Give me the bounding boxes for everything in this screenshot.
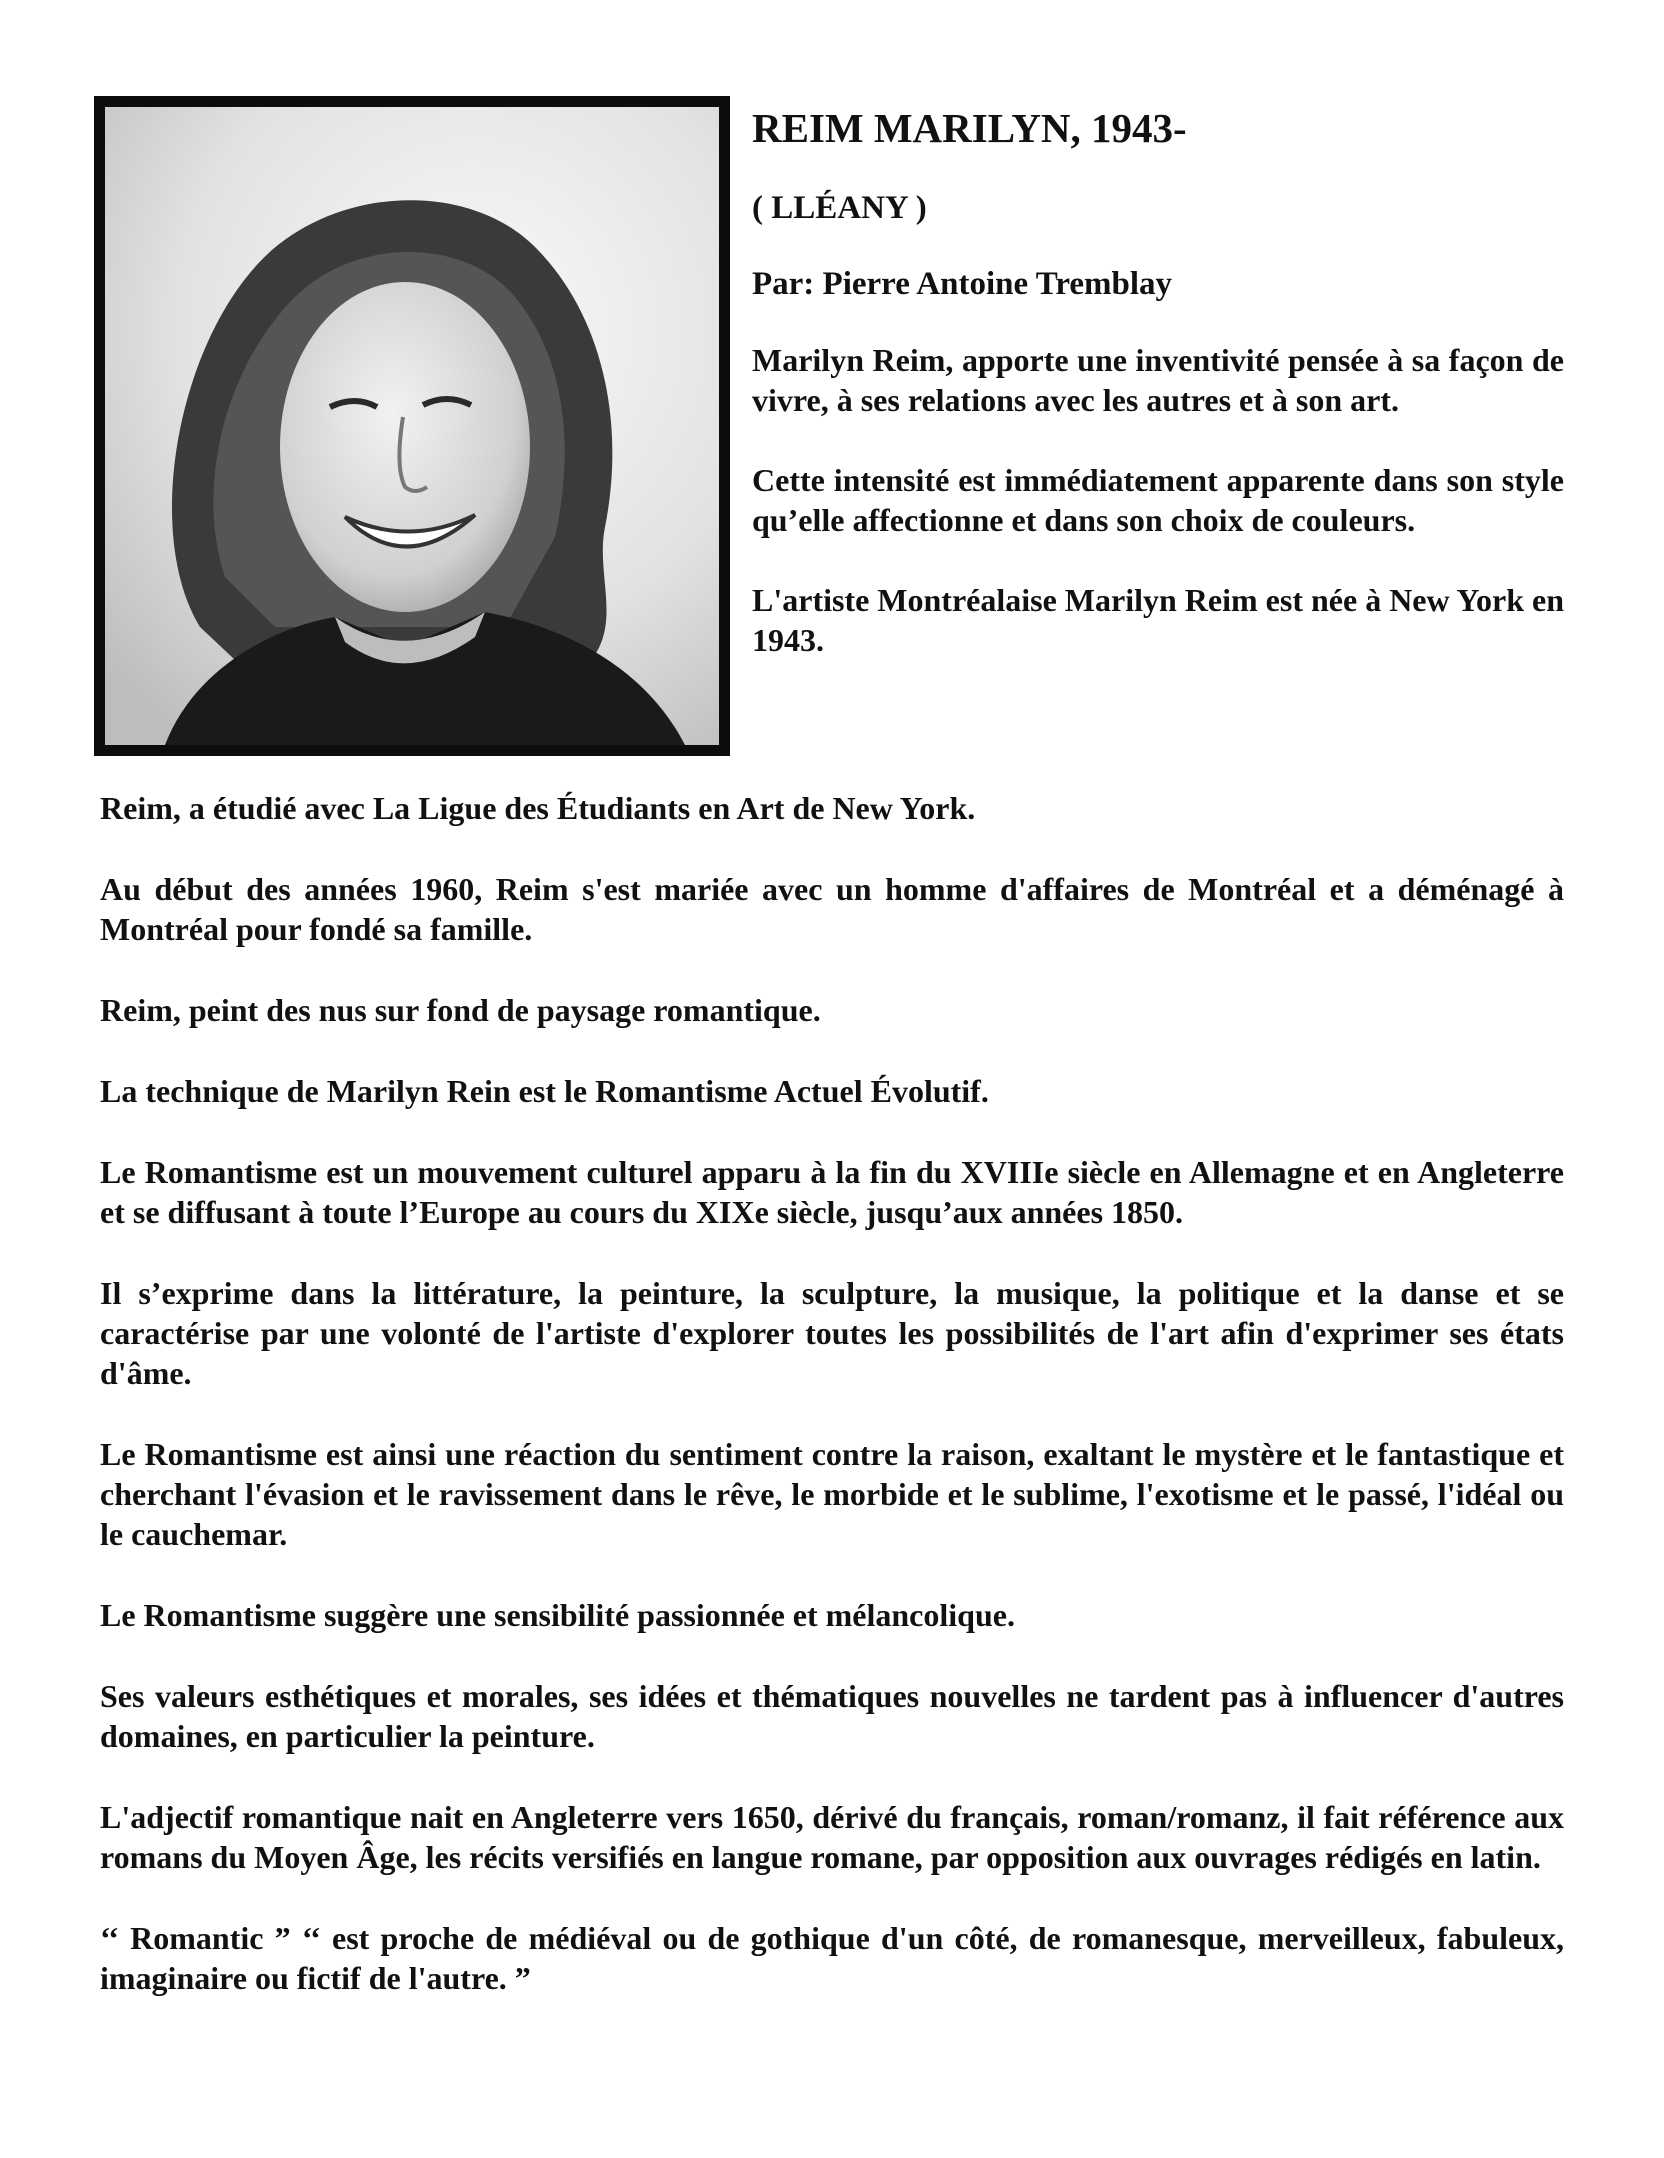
body-text: [100, 788, 1564, 2039]
side-paragraph: Cette intensité est immédiatement apparente dans son style qu’elle affectionne et dans son choix de couleurs.: [752, 462, 1564, 538]
body-paragraph: Le Romantisme est un mouvement culturel apparu à la fin du XVIIIe siècle en Allemagne et en Angleterre et se diffusant à toute l’Europe au cours du XIXe siècle, jusqu’aux années 1850.: [100, 1154, 1564, 1230]
author-byline: Par: Pierre Antoine Tremblay: [752, 266, 1173, 302]
body-paragraph: ‘‘ Romantic ” ‘‘ est proche de médiéval ou de gothique d'un côté, de romanesque, merveilleux, fabuleux, imaginaire ou fictif de l'autre. ”: [100, 1920, 1564, 1996]
side-paragraph: L'artiste Montréalaise Marilyn Reim est née à New York en 1943.: [752, 582, 1564, 658]
header-column: [752, 104, 1564, 700]
body-paragraph: La technique de Marilyn Rein est le Romantisme Actuel Évolutif.: [100, 1073, 989, 1109]
artist-alias: ( LLÉANY ): [752, 190, 927, 226]
body-paragraph: Reim, a étudié avec La Ligue des Étudiants en Art de New York.: [100, 790, 976, 826]
body-paragraph: Ses valeurs esthétiques et morales, ses idées et thématiques nouvelles ne tardent pas à influencer d'autres domaines, en particulier la peinture.: [100, 1678, 1564, 1754]
body-paragraph: Au début des années 1960, Reim s'est mariée avec un homme d'affaires de Montréal et a déménagé à Montréal pour fondé sa famille.: [100, 871, 1564, 947]
body-paragraph: Le Romantisme est ainsi une réaction du sentiment contre la raison, exaltant le mystère et le fantastique et cherchant l'évasion et le ravissement dans le rêve, le morbide et le sublime, l'exotisme et le passé, l'idéal ou le cauchemar.: [100, 1436, 1564, 1552]
body-paragraph: L'adjectif romantique nait en Angleterre vers 1650, dérivé du français, roman/romanz, il fait référence aux romans du Moyen Âge, les récits versifiés en langue romane, par opposition aux ouvrages rédigés en latin.: [100, 1799, 1564, 1875]
portrait-photo: [94, 96, 730, 756]
portrait-image: [105, 107, 719, 745]
page-title: REIM MARILYN, 1943-: [752, 105, 1187, 151]
body-paragraph: Il s’exprime dans la littérature, la peinture, la sculpture, la musique, la politique et la danse et se caractérise par une volonté de l'artiste d'explorer toutes les possibilités de l'art afin d'exprimer ses états d'âme.: [100, 1275, 1564, 1391]
body-paragraph: Reim, peint des nus sur fond de paysage romantique.: [100, 992, 821, 1028]
body-paragraph: Le Romantisme suggère une sensibilité passionnée et mélancolique.: [100, 1597, 1015, 1633]
side-paragraph: Marilyn Reim, apporte une inventivité pensée à sa façon de vivre, à ses relations avec les autres et à son art.: [752, 342, 1564, 418]
